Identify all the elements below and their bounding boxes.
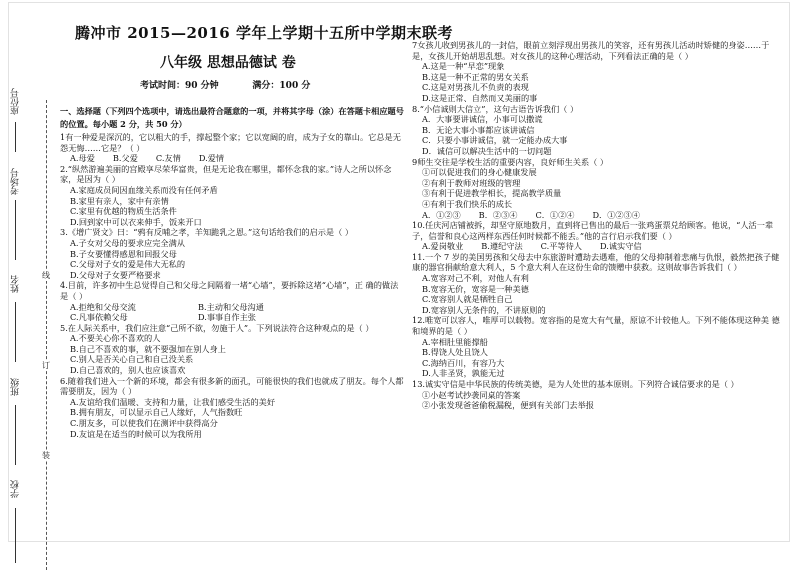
question-13	[412, 379, 784, 411]
option: C.宽容别人就是牺牲自己	[422, 294, 513, 305]
option: D.人非圣贤，孰能无过	[422, 368, 505, 379]
question-10	[412, 220, 784, 252]
option: B.拥有朋友，可以显示自己人缘好，人气指数旺	[70, 407, 243, 418]
seat-number-label: 座位号	[11, 88, 21, 115]
exam-room-label: 考场号	[11, 168, 21, 195]
question-text: 9师生交往是学校生活的重要内容，良好师生关系（ ）	[412, 156, 609, 167]
question-text: 8.“小信诚则大信立”，这句古语告诉我们（ ）	[412, 103, 579, 114]
class-label: 班级	[11, 378, 21, 396]
option: C.父母对子女的爱是伟大无私的	[70, 259, 186, 270]
question-6	[60, 376, 405, 440]
option: A.子女对父母的要求应完全满从	[70, 237, 185, 248]
class-line	[15, 405, 16, 465]
exam-time: 考试时间：90 分钟	[140, 81, 219, 91]
question-11	[412, 252, 784, 316]
option: C.海纳百川，有容乃大	[422, 357, 505, 368]
statement: ①小赵考试抄袭同桌的答案	[422, 389, 521, 400]
question-text: 5.在人际关系中，我们应注意“己所不欲，勿施于人”。下列说法符合这种观点的是（ ）	[60, 322, 374, 333]
option: D．诚信可以解决生活中的一切问题	[422, 145, 552, 156]
option: B.自己不喜欢的事，就不要强加在别人身上	[70, 343, 226, 354]
options-row	[60, 302, 405, 313]
option: A.母爱	[70, 153, 95, 164]
question-4	[60, 280, 405, 322]
name-label: 姓名	[11, 275, 21, 293]
school-line	[15, 508, 16, 563]
option: C.家里有优越的物质生活条件	[70, 206, 177, 217]
option: D.父母对子女要严格要求	[70, 269, 161, 280]
option: A．①②③	[422, 209, 461, 220]
option: D.诚实守信	[599, 241, 642, 252]
cut-line	[46, 100, 47, 570]
question-text: 2.“纵然游遍美丽的宫殿享尽荣华富贵，但是无论我在哪里，都怀念我的家。”诗人之所以怀念家，是因为（ ）	[60, 163, 392, 185]
question-text: 13.诚实守信是中华民族的传统美德，是为人处世的基本原则。下列符合诚信要求的是（ ）	[412, 379, 739, 389]
exam-room-line	[15, 200, 16, 260]
option: B．②③④	[478, 209, 518, 220]
question-text: 12.唯宽可以容人，唯厚可以载物。宽容指的是宽大有气量，原谅不计较他人。下列不能体现这种美 德和境界的是（ ）	[412, 315, 780, 337]
option: A.家庭成员间因血缘关系而没有任何矛盾	[70, 184, 218, 195]
statement: ④有利于我们快乐的成长	[422, 198, 513, 209]
section-instructions: 一、选择题（下列四个选项中，请选出最符合题意的一项，并将其字母（涂）在答题卡相应题号的位置。每小题 2 分，共 50 分）	[60, 106, 404, 129]
cut-char-zhuang: 装	[42, 451, 50, 460]
question-text: 4.目前，许多初中生总觉得自己和父母之间隔着一堵“心墙”，要拆除这堵“心墙”，正 确的做法是（ ）	[60, 280, 399, 301]
option: D.宽容别人无条件的，不讲原则的	[422, 304, 546, 315]
question-7	[412, 40, 784, 104]
cut-char-xian: 线	[42, 271, 50, 280]
option: C.平等待人	[540, 241, 582, 252]
option: D.回到家中可以衣来伸手，饭来开口	[70, 216, 202, 227]
option: C．①②④	[535, 209, 575, 220]
question-8	[412, 104, 784, 157]
question-text: 10.任庆河店铺被拆，却坚守原地数月，直到将已售出的最后一张鸡蛋票兑给顾客。他说，“人活一辈子，信誉和良心这两样东西任何时候都不能丢。”他的言行启示我们要（ ）	[412, 220, 774, 241]
options-row	[412, 241, 784, 252]
option: D.事事自作主张	[198, 312, 256, 323]
question-2	[60, 164, 405, 228]
option: B.子女要懂得感恩和回报父母	[70, 248, 177, 259]
statement: ②小张发现爸爸偷税漏税，便到有关部门去举报	[422, 400, 594, 411]
statement: ②有利于教师对班级的管理	[422, 177, 521, 188]
school-label: 学校	[11, 480, 21, 498]
question-12	[412, 315, 784, 379]
cut-char-ding: 订	[42, 361, 50, 370]
option: B.遵纪守法	[481, 241, 523, 252]
option: D．①②③④	[592, 209, 640, 220]
seat-number-line	[15, 122, 16, 152]
question-9	[412, 157, 784, 221]
question-1	[60, 132, 405, 164]
options-row	[60, 153, 405, 164]
option: B.家里有亲人，家中有亲情	[70, 195, 169, 206]
question-text: 11.一个 7 岁的美国男孩和父母去中东旅游时遭劫去遇难，他的父母抑制着悲痛与仇恨，毅然把孩子健康的器官捐献给意大利人，5 个意大利人在这份生命的馈赠中获救。这则故事告诉我们（ ）	[412, 251, 780, 273]
option: A.不要关心你不喜欢的人	[70, 333, 161, 344]
question-text: 1有一种爱是深沉的，它以粗大的手，撑起整个家；它以宽阔的肩，成为子女的靠山。它总是无怨无悔……它是？（ ）	[60, 132, 401, 153]
exam-meta	[140, 78, 310, 91]
option: C.这是对男孩儿不负责的表现	[422, 82, 529, 93]
option: D.这是正常、自然而又美丽的事	[422, 92, 538, 103]
options-row	[60, 312, 405, 323]
statement: ③有利于促进教学相长，提高教学质量	[422, 188, 562, 199]
option: D.友谊是在适当的时候可以为我所用	[70, 428, 202, 439]
option: A.宽容对己不利，对他人有利	[422, 273, 529, 284]
option: B.这是一种不正常的男女关系	[422, 71, 529, 82]
exam-score: 满分：100 分	[252, 81, 311, 91]
option: C．只要小事讲诚信，就一定能办成大事	[422, 135, 568, 146]
statement: ①可以促进我们的身心健康发展	[422, 167, 537, 178]
exam-subtitle: 八年级 思想品德试 卷	[160, 55, 296, 71]
exam-title: 腾冲市 2015—2016 学年上学期十五所中学期末联考	[75, 24, 453, 42]
name-line	[15, 302, 16, 362]
option: C.友情	[155, 153, 181, 164]
option: A.爱岗敬业	[422, 241, 464, 252]
question-text: 7女孩儿收到男孩儿的一封信，眼前立刻浮现出男孩儿的笑容，还有男孩儿活动时矫健的身姿……于是，女孩儿开始胡思乱想。对女孩儿的这种心理活动，下列看法正确的是（ ）	[412, 40, 770, 61]
option: B.父爱	[112, 153, 138, 164]
options-row	[412, 210, 784, 221]
option: B．无论大事小事都应该讲诚信	[422, 124, 535, 135]
option: A．大事要讲诚信，小事可以撒谎	[422, 114, 543, 125]
option: C.别人是否关心自己和自己没关系	[70, 354, 194, 365]
question-text: 3.《增广贤文》曰：“鸦有反哺之孝，羊知跪乳之恩。”这句话给我们的启示是（ ）	[60, 227, 354, 238]
option: B.得饶人处且饶人	[422, 347, 488, 358]
question-3	[60, 227, 405, 280]
option: D.爱情	[198, 153, 225, 164]
option: C.凡事依赖父母	[70, 312, 128, 323]
question-text: 6.随着我们进入一个新的环境，都会有很多新的面孔，可能很快的我们也就成了朋友。每个人都需要朋友，因为（ ）	[60, 375, 404, 397]
option: A.友谊给我们温暖、支持和力量，让我们感受生活的美好	[70, 396, 276, 407]
right-questions	[412, 40, 784, 411]
binding-margin	[8, 40, 50, 540]
option: C.朋友多，可以使我们在测评中获得高分	[70, 418, 218, 429]
option: A.这是一种“早恋”现象	[422, 61, 505, 72]
left-questions	[60, 132, 405, 439]
option: D.自己喜欢的，别人也应该喜欢	[70, 365, 186, 376]
option: B.宽容无价，宽容是一种美德	[422, 283, 529, 294]
question-5	[60, 323, 405, 376]
option: B.主动和父母沟通	[198, 301, 264, 312]
option: A.拒绝和父母交流	[70, 301, 136, 312]
option: A.宰相肚里能撑船	[422, 336, 488, 347]
